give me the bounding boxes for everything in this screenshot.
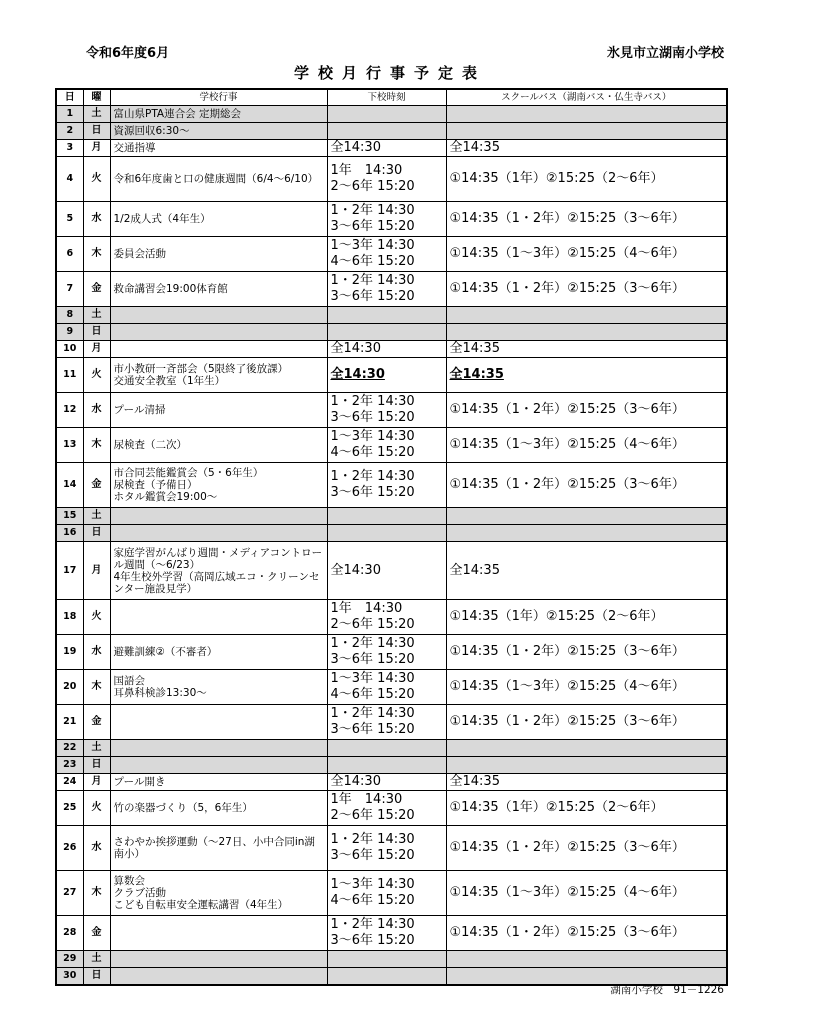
cell-events — [110, 393, 327, 428]
cell-dismissal — [327, 670, 446, 705]
cell-bus — [446, 791, 727, 826]
cell-events — [110, 237, 327, 272]
cell-day: 24 — [56, 774, 83, 791]
cell-weekday: 木 — [83, 670, 110, 705]
cell-weekday: 金 — [83, 705, 110, 740]
cell-weekday: 日 — [83, 968, 110, 985]
cell-weekday: 日 — [83, 324, 110, 341]
table-row — [56, 740, 727, 757]
cell-events — [110, 826, 327, 871]
cell-weekday: 月 — [83, 774, 110, 791]
dismissal-line: 1～3年 14:30 — [330, 238, 415, 253]
event-line: プール開き — [113, 776, 166, 788]
fiscal-month: 令和6年度6月 — [86, 46, 170, 61]
cell-events — [110, 525, 327, 542]
cell-dismissal — [327, 968, 446, 985]
cell-day: 10 — [56, 341, 83, 358]
cell-dismissal — [327, 140, 446, 157]
cell-events — [110, 670, 327, 705]
bus-line: 全14:35 — [449, 367, 504, 382]
dismissal-line: 1・2年 14:30 — [330, 203, 415, 218]
header-dismissal: 下校時刻 — [327, 89, 446, 106]
cell-bus — [446, 393, 727, 428]
cell-day: 16 — [56, 525, 83, 542]
table-row — [56, 157, 727, 202]
bus-line: ①14:35（1・2年）②15:25（3～6年） — [449, 714, 685, 729]
cell-weekday: 月 — [83, 140, 110, 157]
cell-events — [110, 871, 327, 916]
dismissal-line: 3～6年 15:20 — [330, 485, 415, 500]
cell-day: 21 — [56, 705, 83, 740]
cell-bus — [446, 871, 727, 916]
cell-day: 28 — [56, 916, 83, 951]
cell-bus — [446, 542, 727, 600]
cell-weekday: 日 — [83, 123, 110, 140]
dismissal-line: 3～6年 15:20 — [330, 289, 415, 304]
cell-dismissal — [327, 106, 446, 123]
cell-weekday: 日 — [83, 525, 110, 542]
cell-day: 14 — [56, 463, 83, 508]
cell-dismissal — [327, 157, 446, 202]
cell-bus — [446, 525, 727, 542]
table-row — [56, 791, 727, 826]
cell-dismissal — [327, 600, 446, 635]
cell-bus — [446, 670, 727, 705]
dismissal-line: 3～6年 15:20 — [330, 410, 415, 425]
event-line: こども自転車安全運転講習（4年生） — [113, 899, 289, 911]
cell-day: 9 — [56, 324, 83, 341]
cell-weekday: 木 — [83, 237, 110, 272]
cell-day: 4 — [56, 157, 83, 202]
event-line: 尿検査（二次） — [113, 439, 187, 451]
table-row — [56, 757, 727, 774]
table-row — [56, 951, 727, 968]
cell-events — [110, 774, 327, 791]
cell-weekday: 水 — [83, 635, 110, 670]
cell-weekday: 土 — [83, 106, 110, 123]
bus-line: ①14:35（1・2年）②15:25（3～6年） — [449, 925, 685, 940]
dismissal-line: 3～6年 15:20 — [330, 933, 415, 948]
dismissal-line: 4～6年 15:20 — [330, 687, 415, 702]
dismissal-line: 4～6年 15:20 — [330, 254, 415, 269]
cell-weekday: 火 — [83, 600, 110, 635]
cell-bus — [446, 635, 727, 670]
event-line: 市合同芸能鑑賞会（5・6年生） — [113, 467, 264, 479]
event-line: 家庭学習がんばり週間・メディアコントロール週間（～6/23） — [113, 546, 323, 571]
cell-bus — [446, 358, 727, 393]
bus-line: 全14:35 — [449, 341, 500, 356]
bus-line: 全14:35 — [449, 140, 500, 155]
cell-day: 23 — [56, 757, 83, 774]
cell-weekday: 土 — [83, 740, 110, 757]
cell-dismissal — [327, 341, 446, 358]
bus-line: ①14:35（1・2年）②15:25（3～6年） — [449, 644, 685, 659]
cell-weekday: 木 — [83, 428, 110, 463]
cell-events — [110, 358, 327, 393]
cell-bus — [446, 237, 727, 272]
cell-weekday: 火 — [83, 358, 110, 393]
cell-day: 25 — [56, 791, 83, 826]
cell-weekday: 水 — [83, 202, 110, 237]
cell-bus — [446, 140, 727, 157]
cell-day: 7 — [56, 272, 83, 307]
cell-day: 20 — [56, 670, 83, 705]
cell-day: 5 — [56, 202, 83, 237]
table-row — [56, 826, 727, 871]
cell-events — [110, 968, 327, 985]
cell-weekday: 日 — [83, 757, 110, 774]
table-row — [56, 542, 727, 600]
cell-bus — [446, 106, 727, 123]
dismissal-line: 3～6年 15:20 — [330, 219, 415, 234]
cell-events — [110, 123, 327, 140]
cell-weekday: 金 — [83, 463, 110, 508]
event-line: 国語会 — [113, 675, 145, 687]
cell-dismissal — [327, 307, 446, 324]
bus-line: ①14:35（1年）②15:25（2～6年） — [449, 800, 664, 815]
dismissal-line: 1・2年 14:30 — [330, 706, 415, 721]
event-line: プール清掃 — [113, 404, 166, 416]
event-line: 4年生校外学習（高岡広域エコ・クリーンセンター施設見学） — [113, 570, 320, 595]
cell-events — [110, 757, 327, 774]
cell-dismissal — [327, 393, 446, 428]
table-row — [56, 106, 727, 123]
cell-day: 1 — [56, 106, 83, 123]
event-line: 市小教研一斉部会（5限終了後放課） — [113, 363, 289, 375]
cell-events — [110, 428, 327, 463]
event-line: 委員会活動 — [113, 248, 166, 260]
bus-line: ①14:35（1～3年）②15:25（4～6年） — [449, 437, 685, 452]
cell-dismissal — [327, 774, 446, 791]
cell-day: 27 — [56, 871, 83, 916]
table-row — [56, 202, 727, 237]
table-row — [56, 774, 727, 791]
dismissal-line: 全14:30 — [330, 562, 381, 578]
cell-weekday: 土 — [83, 508, 110, 525]
cell-events — [110, 705, 327, 740]
cell-bus — [446, 157, 727, 202]
dismissal-line: 1・2年 14:30 — [330, 273, 415, 288]
bus-line: ①14:35（1・2年）②15:25（3～6年） — [449, 477, 685, 492]
cell-events — [110, 740, 327, 757]
cell-bus — [446, 202, 727, 237]
cell-day: 12 — [56, 393, 83, 428]
dismissal-line: 全14:30 — [330, 774, 381, 789]
dismissal-line: 1年 14:30 — [330, 792, 403, 807]
cell-dismissal — [327, 202, 446, 237]
dismissal-line: 2～6年 15:20 — [330, 617, 415, 632]
cell-day: 17 — [56, 542, 83, 600]
cell-day: 15 — [56, 508, 83, 525]
cell-day: 30 — [56, 968, 83, 985]
table-row — [56, 358, 727, 393]
dismissal-line: 1～3年 14:30 — [330, 671, 415, 686]
cell-bus — [446, 774, 727, 791]
cell-events — [110, 916, 327, 951]
cell-dismissal — [327, 428, 446, 463]
event-line: ホタル鑑賞会19:00～ — [113, 491, 218, 503]
cell-events — [110, 635, 327, 670]
cell-day: 11 — [56, 358, 83, 393]
event-line: 交通安全教室（1年生） — [113, 375, 226, 387]
table-row — [56, 916, 727, 951]
cell-day: 26 — [56, 826, 83, 871]
event-line: 1/2成人式（4年生） — [113, 213, 211, 225]
bus-line: ①14:35（1年）②15:25（2～6年） — [449, 171, 664, 186]
cell-weekday: 金 — [83, 916, 110, 951]
cell-bus — [446, 600, 727, 635]
event-line: 避難訓練②（不審者） — [113, 646, 218, 658]
table-row — [56, 341, 727, 358]
table-row — [56, 670, 727, 705]
cell-weekday: 木 — [83, 871, 110, 916]
cell-weekday: 金 — [83, 272, 110, 307]
cell-events — [110, 106, 327, 123]
cell-bus — [446, 272, 727, 307]
event-line: 竹の楽器づくり（5，6年生） — [113, 802, 253, 814]
dismissal-line: 1年 14:30 — [330, 163, 403, 178]
bus-line: ①14:35（1・2年）②15:25（3～6年） — [449, 281, 685, 296]
cell-events — [110, 202, 327, 237]
cell-dismissal — [327, 916, 446, 951]
cell-weekday: 水 — [83, 826, 110, 871]
bus-line: ①14:35（1～3年）②15:25（4～6年） — [449, 246, 685, 261]
cell-bus — [446, 428, 727, 463]
event-line: 資源回収6:30～ — [113, 125, 190, 137]
event-line: 算数会 — [113, 875, 145, 887]
table-row — [56, 237, 727, 272]
dismissal-line: 1・2年 14:30 — [330, 394, 415, 409]
dismissal-line: 全14:30 — [330, 140, 381, 155]
cell-bus — [446, 508, 727, 525]
cell-day: 3 — [56, 140, 83, 157]
cell-bus — [446, 740, 727, 757]
cell-day: 8 — [56, 307, 83, 324]
cell-events — [110, 140, 327, 157]
cell-dismissal — [327, 951, 446, 968]
footer-contact: 湖南小学校 91－1226 — [610, 984, 724, 996]
cell-dismissal — [327, 757, 446, 774]
cell-weekday: 土 — [83, 307, 110, 324]
cell-dismissal — [327, 740, 446, 757]
cell-dismissal — [327, 635, 446, 670]
table-row — [56, 272, 727, 307]
cell-events — [110, 307, 327, 324]
cell-dismissal — [327, 791, 446, 826]
dismissal-line: 4～6年 15:20 — [330, 445, 415, 460]
table-row — [56, 140, 727, 157]
cell-events — [110, 508, 327, 525]
dismissal-line: 3～6年 15:20 — [330, 848, 415, 863]
cell-bus — [446, 324, 727, 341]
page-title: 学校月行事予定表 — [293, 64, 486, 82]
cell-bus — [446, 826, 727, 871]
cell-bus — [446, 757, 727, 774]
cell-day: 18 — [56, 600, 83, 635]
cell-day: 19 — [56, 635, 83, 670]
table-row — [56, 428, 727, 463]
cell-events — [110, 600, 327, 635]
cell-events — [110, 463, 327, 508]
dismissal-line: 4～6年 15:20 — [330, 893, 415, 908]
dismissal-line: 2～6年 15:20 — [330, 808, 415, 823]
cell-events — [110, 341, 327, 358]
cell-dismissal — [327, 324, 446, 341]
event-line: 令和6年度歯と口の健康週間（6/4～6/10） — [113, 173, 319, 185]
table-row — [56, 307, 727, 324]
cell-dismissal — [327, 826, 446, 871]
cell-day: 29 — [56, 951, 83, 968]
table-row — [56, 705, 727, 740]
cell-dismissal — [327, 542, 446, 600]
table-row — [56, 324, 727, 341]
event-line: さわやか挨拶運動（～27日、小中合同in湖南小） — [113, 836, 315, 860]
cell-dismissal — [327, 237, 446, 272]
cell-events — [110, 157, 327, 202]
dismissal-line: 1・2年 14:30 — [330, 469, 415, 484]
dismissal-line: 1・2年 14:30 — [330, 917, 415, 932]
event-line: 耳鼻科検診13:30～ — [113, 687, 207, 699]
school-name: 氷見市立湖南小学校 — [606, 46, 724, 61]
cell-day: 13 — [56, 428, 83, 463]
cell-dismissal — [327, 272, 446, 307]
table-row — [56, 463, 727, 508]
cell-weekday: 火 — [83, 791, 110, 826]
header-day: 日 — [56, 89, 83, 106]
cell-weekday: 月 — [83, 542, 110, 600]
cell-day: 22 — [56, 740, 83, 757]
dismissal-line: 1・2年 14:30 — [330, 636, 415, 651]
dismissal-line: 3～6年 15:20 — [330, 722, 415, 737]
cell-dismissal — [327, 358, 446, 393]
bus-line: ①14:35（1・2年）②15:25（3～6年） — [449, 840, 685, 855]
bus-line: ①14:35（1～3年）②15:25（4～6年） — [449, 885, 685, 900]
cell-bus — [446, 307, 727, 324]
table-row — [56, 508, 727, 525]
table-row — [56, 635, 727, 670]
table-header-row — [56, 89, 727, 106]
dismissal-line: 3～6年 15:20 — [330, 652, 415, 667]
cell-dismissal — [327, 871, 446, 916]
table-row — [56, 871, 727, 916]
cell-day: 6 — [56, 237, 83, 272]
cell-bus — [446, 705, 727, 740]
bus-line: 全14:35 — [449, 562, 500, 578]
cell-bus — [446, 951, 727, 968]
event-line: 交通指導 — [113, 142, 156, 154]
schedule-table — [55, 88, 728, 986]
cell-bus — [446, 123, 727, 140]
event-line: 尿検査（予備日） — [113, 479, 198, 491]
cell-events — [110, 272, 327, 307]
table-row — [56, 525, 727, 542]
event-line: 救命講習会19:00体育館 — [113, 283, 228, 295]
cell-day: 2 — [56, 123, 83, 140]
cell-dismissal — [327, 508, 446, 525]
table-row — [56, 123, 727, 140]
cell-dismissal — [327, 525, 446, 542]
header-events: 学校行事 — [110, 89, 327, 106]
dismissal-line: 1～3年 14:30 — [330, 429, 415, 444]
table-row — [56, 393, 727, 428]
header-weekday: 曜 — [83, 89, 110, 106]
cell-bus — [446, 463, 727, 508]
cell-dismissal — [327, 705, 446, 740]
dismissal-line: 1～3年 14:30 — [330, 877, 415, 892]
header-bus: スクールバス（湖南バス・仏生寺バス） — [446, 89, 727, 106]
cell-weekday: 土 — [83, 951, 110, 968]
cell-events — [110, 951, 327, 968]
cell-dismissal — [327, 123, 446, 140]
dismissal-line: 1年 14:30 — [330, 601, 403, 616]
cell-weekday: 月 — [83, 341, 110, 358]
cell-bus — [446, 916, 727, 951]
bus-line: 全14:35 — [449, 774, 500, 789]
cell-bus — [446, 341, 727, 358]
cell-events — [110, 542, 327, 600]
table-row — [56, 600, 727, 635]
bus-line: ①14:35（1・2年）②15:25（3～6年） — [449, 402, 685, 417]
bus-line: ①14:35（1～3年）②15:25（4～6年） — [449, 679, 685, 694]
dismissal-line: 2～6年 15:20 — [330, 179, 415, 194]
dismissal-line: 全14:30 — [330, 341, 381, 356]
cell-weekday: 火 — [83, 157, 110, 202]
cell-events — [110, 791, 327, 826]
dismissal-line: 全14:30 — [330, 367, 385, 382]
bus-line: ①14:35（1・2年）②15:25（3～6年） — [449, 211, 685, 226]
event-line: 富山県PTA連合会 定期総会 — [113, 108, 241, 120]
cell-dismissal — [327, 463, 446, 508]
cell-events — [110, 324, 327, 341]
dismissal-line: 1・2年 14:30 — [330, 832, 415, 847]
cell-weekday: 水 — [83, 393, 110, 428]
event-line: クラブ活動 — [113, 887, 166, 899]
bus-line: ①14:35（1年）②15:25（2～6年） — [449, 609, 664, 624]
